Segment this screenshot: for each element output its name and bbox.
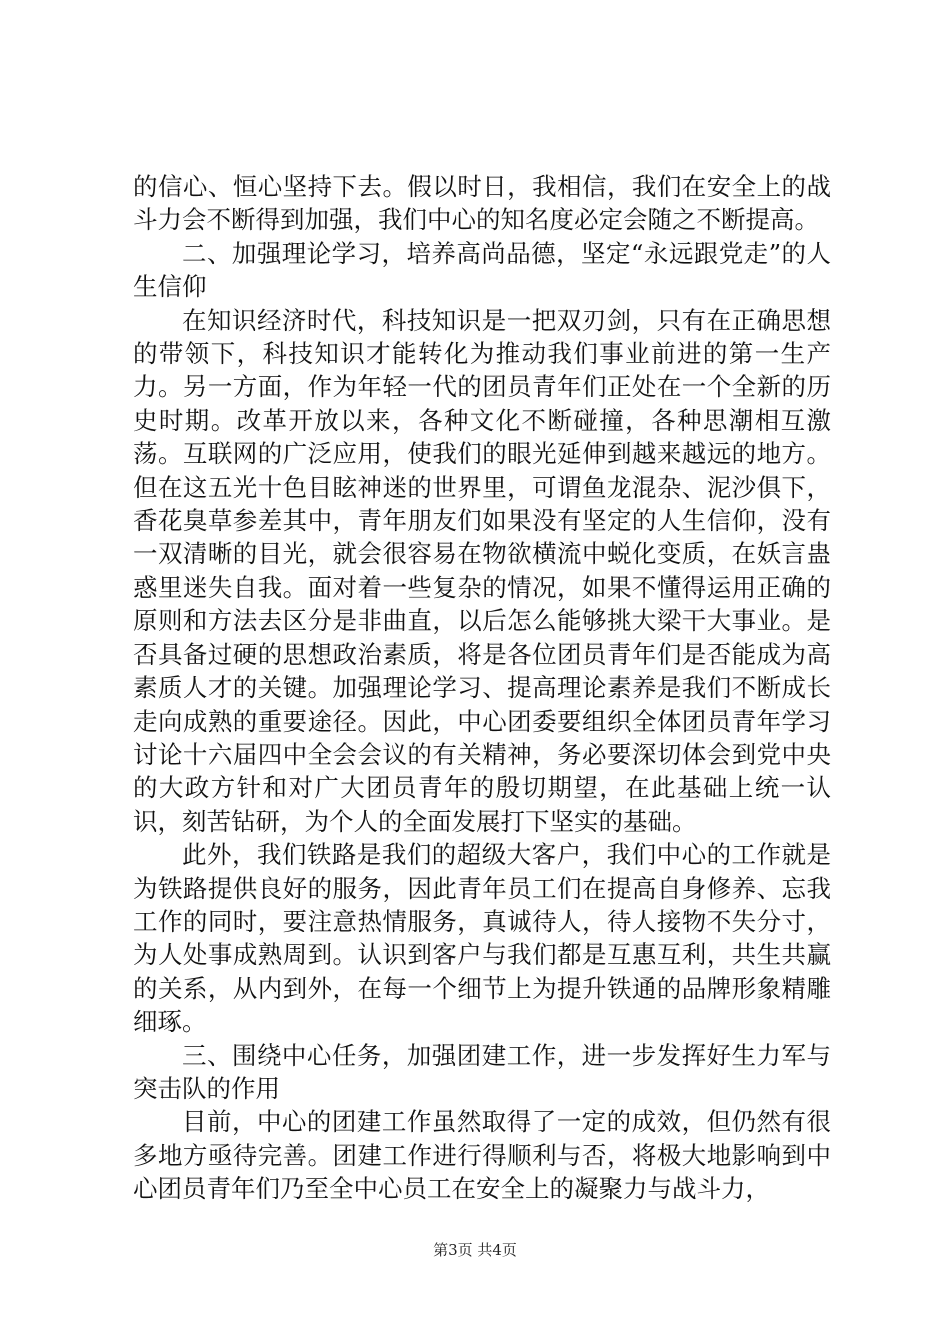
page-footer — [0, 1240, 950, 1260]
paragraph-3: 此外，我们铁路是我们的超级大客户，我们中心的工作就是为铁路提供良好的服务，因此青年员工们在提高自身修养、忘我工作的同时，要注意热情服务，真诚待人，待人接物不失分寸，为人处事成熟周到。认识到客户与我们都是互惠互利，共生共赢的关系，从内到外，在每一个细节上为提升铁通的品牌形象精雕细琢。 — [133, 840, 831, 1037]
document-body — [133, 170, 831, 1206]
section-heading-2: 二、加强理论学习，培养高尚品德，坚定“永远跟党走”的人生信仰 — [133, 238, 831, 302]
paragraph-2: 在知识经济时代，科技知识是一把双刃剑，只有在正确思想的带领下，科技知识才能转化为推动我们事业前进的第一生产力。另一方面，作为年轻一代的团员青年们正处在一个全新的历史时期。改革开放以来，各种文化不断碰撞，各种思潮相互激荡。互联网的广泛应用，使我们的眼光延伸到越来越远的地方。但在这五光十色目眩神迷的世界里，可谓鱼龙混杂、泥沙俱下，香花臭草参差其中，青年朋友们如果没有坚定的人生信仰，没有一双清晰的目光，就会很容易在物欲横流中蜕化变质，在妖言蛊惑里迷失自我。面对着一些复杂的情况，如果不懂得运用正确的原则和方法去区分是非曲直，以后怎么能够挑大梁干大事业。是否具备过硬的思想政治素质，将是各位团员青年们是否能成为高素质人才的关键。加强理论学习、提高理论素养是我们不断成长走向成熟的重要途径。因此，中心团委要组织全体团员青年学习讨论十六届四中全会会议的有关精神，务必要深切体会到党中央的大政方针和对广大团员青年的殷切期望，在此基础上统一认识，刻苦钻研，为个人的全面发展打下坚实的基础。 — [133, 305, 831, 836]
section-heading-3: 三、围绕中心任务，加强团建工作，进一步发挥好生力军与突击队的作用 — [133, 1040, 831, 1103]
page-number-label: 第3页 共4页 — [433, 1241, 517, 1259]
paragraph-1: 的信心、恒心坚持下去。假以时日，我相信，我们在安全上的战斗力会不断得到加强，我们中心的知名度必定会随之不断提高。 — [133, 172, 831, 235]
paragraph-4: 目前，中心的团建工作虽然取得了一定的成效，但仍然有很多地方亟待完善。团建工作进行得顺利与否，将极大地影响到中心团员青年们乃至全中心员工在安全上的凝聚力与战斗力， — [133, 1107, 831, 1204]
